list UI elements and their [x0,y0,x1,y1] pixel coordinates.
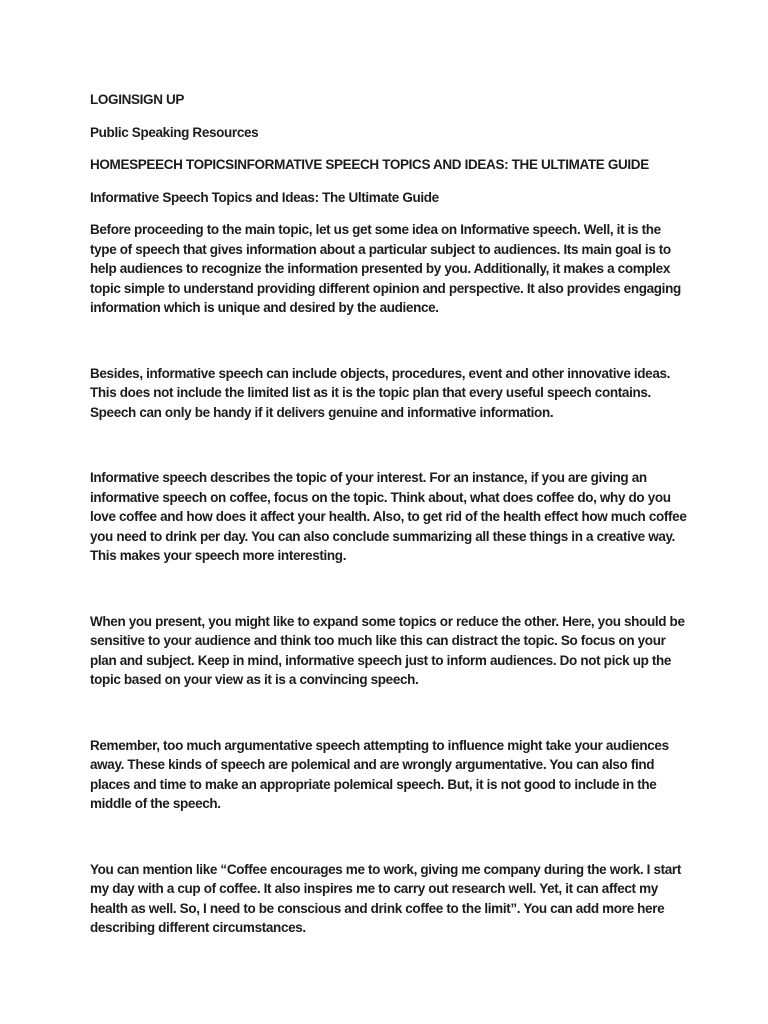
paragraph-argumentative: Remember, too much argumentative speech attempting to influence might take your audiences away. These kinds of speech are polemical and are wrongly argumentative. You can also find places and time to make an appropriate polemical speech. But, it is not good to include in the middle of the speech. [90,737,669,811]
breadcrumb: HOMESPEECH TOPICSINFORMATIVE SPEECH TOPICS AND IDEAS: THE ULTIMATE GUIDE [90,157,649,172]
paragraph-includes: Besides, informative speech can include objects, procedures, event and other innovative ideas. This does not include the limited list as it is the topic plan that every useful speech contains. Speech can only be handy if it delivers genuine and informative information. [90,365,671,420]
page-title: Informative Speech Topics and Ideas: The Ultimate Guide [90,189,439,205]
document-content [90,90,688,938]
paragraph-describes-topic: Informative speech describes the topic of your interest. For an instance, if you are giving an informative speech on coffee, focus on the topic. Think about, what does coffee do, why do you love coffee and how does it affect your health. Also, to get rid of the health effect how much coffee you need to drink per day. You can also conclude summarizing all these things in a creative way. This makes your speech more interesting. [90,470,687,563]
site-name: Public Speaking Resources [90,124,259,140]
paragraph-intro: Before proceeding to the main topic, let us get some idea on Informative speech. Well, it is the type of speech that gives information about a particular subject to audiences. Its main goal is to help audiences to recognize the information presented by you. Additionally, it makes a complex topic simple to understand providing different opinion and perspective. It also provides engaging information which is unique and desired by the audience. [90,222,681,315]
paragraph-coffee-quote: You can mention like “Coffee encourages me to work, giving me company during the work. I start my day with a cup of coffee. It also inspires me to carry out research well. Yet, it can affect my health as well. So, I need to be conscious and drink coffee to the limit”. You can add more here describing different circumstances. [90,861,681,935]
paragraph-when-you-present: When you present, you might like to expand some topics or reduce the other. Here, you should be sensitive to your audience and think too much like this can distract the topic. So focus on your plan and subject. Keep in mind, informative speech just to inform audiences. Do not pick up the topic based on your view as it is a convincing speech. [90,613,685,687]
auth-links-text: LOGINSIGN UP [90,92,185,107]
